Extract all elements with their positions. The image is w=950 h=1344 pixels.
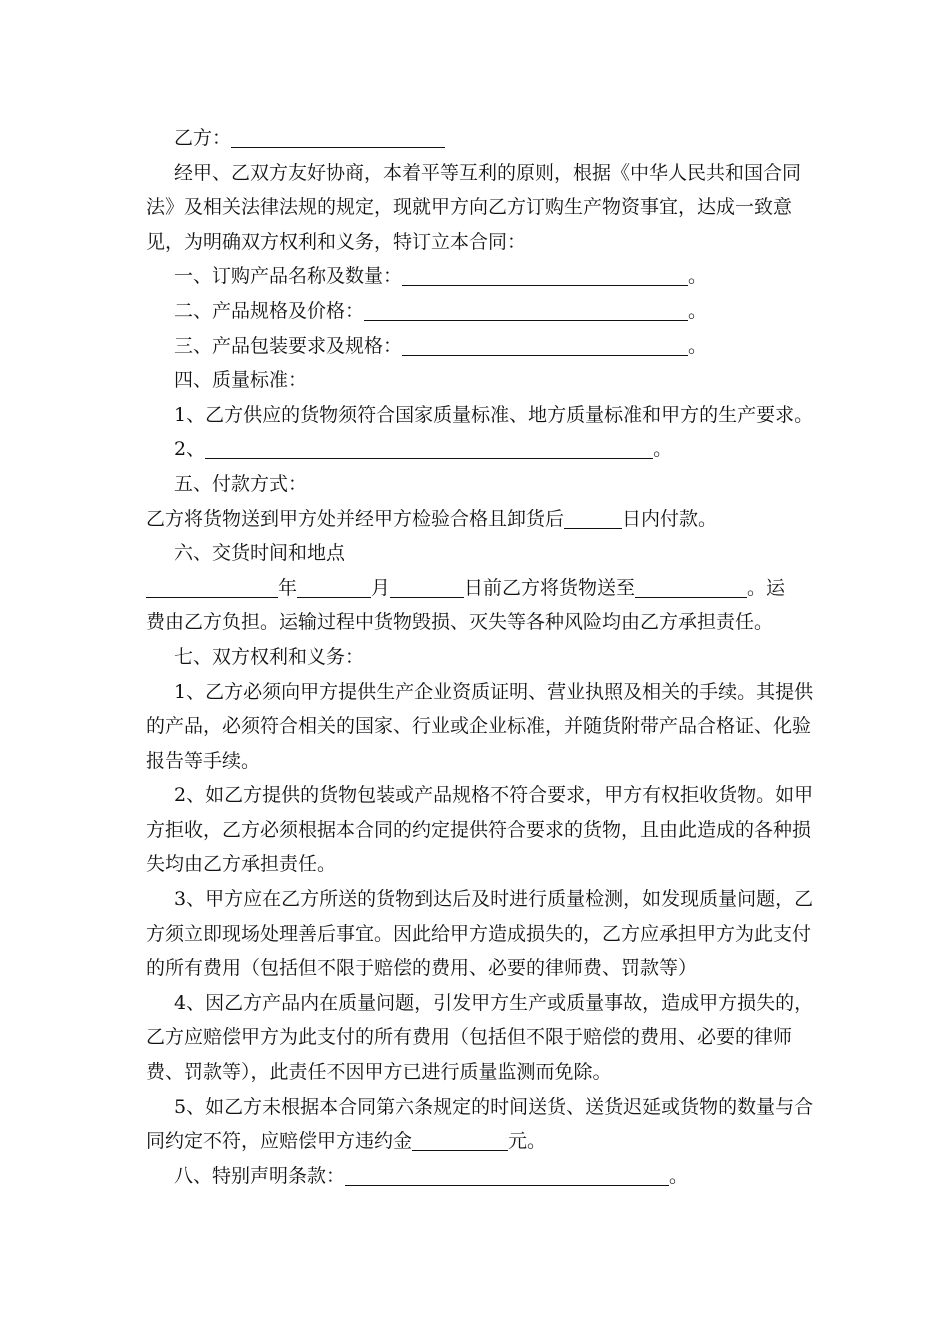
item6-day-blank[interactable] xyxy=(390,575,464,598)
item4-2-blank[interactable] xyxy=(205,436,653,459)
item1-blank[interactable] xyxy=(402,263,688,286)
item8-label: 八、特别声明条款： xyxy=(174,1164,346,1187)
item6-location-blank[interactable] xyxy=(635,575,747,598)
item8-blank[interactable] xyxy=(345,1163,669,1186)
item3-blank[interactable] xyxy=(402,333,688,356)
item5-days-blank[interactable] xyxy=(564,506,622,529)
item6-month-blank[interactable] xyxy=(297,575,371,598)
item7-1: 1、乙方必须向甲方提供生产企业资质证明、营业执照及相关的手续。其提供的产品，必须符合相关的国家、行业或企业标准，并随货附带产品合格证、化验报告等手续。 xyxy=(146,680,814,772)
item7-5-text-a: 5、如乙方未根据本合同第六条规定的时间送货、送货迟延或货物的数量与合同约定不符，应赔偿甲方违约金 xyxy=(146,1095,814,1153)
item5-text-b: 日内付款。 xyxy=(622,507,718,530)
party-b-blank[interactable] xyxy=(231,125,445,148)
item6-year-blank[interactable] xyxy=(146,575,278,598)
item6-date-line xyxy=(146,571,818,606)
item7-2: 2、如乙方提供的货物包装或产品规格不符合要求，甲方有权拒收货物。如甲方拒收，乙方必须根据本合同的约定提供符合要求的货物，且由此造成的各种损失均由乙方承担责任。 xyxy=(146,784,814,876)
intro-paragraph: 经甲、乙双方友好协商，本着平等互利的原则，根据《中华人民共和国合同法》及相关法律法规的规定，现就甲方向乙方订购生产物资事宜，达成一致意见，为明确双方权利和义务，特订立本合同： xyxy=(146,161,802,253)
item7-title: 七、双方权利和义务： xyxy=(174,645,365,668)
item2-period: 。 xyxy=(688,299,708,322)
item2-blank[interactable] xyxy=(364,298,688,321)
contract-body xyxy=(146,121,818,1193)
item1-line xyxy=(146,259,818,294)
item6-tail: 。运 xyxy=(747,576,786,599)
item5-text-a: 乙方将货物送到甲方处并经甲方检验合格且卸货后 xyxy=(146,507,565,530)
item3-period: 。 xyxy=(688,334,708,357)
item8-line xyxy=(146,1159,818,1194)
item3-label: 三、产品包装要求及规格： xyxy=(174,334,403,357)
item7-5-penalty-blank[interactable] xyxy=(412,1128,508,1151)
item7-4: 4、因乙方产品内在质量问题，引发甲方生产或质量事故，造成甲方损失的，乙方应赔偿甲方为此支付的所有费用（包括但不限于赔偿的费用、必要的律师费、罚款等），此责任不因甲方已进行质量监测而免除。 xyxy=(146,991,814,1084)
party-b-line xyxy=(146,121,818,156)
party-b-label: 乙方： xyxy=(174,127,232,149)
item6-month: 月 xyxy=(371,576,391,599)
item2-line xyxy=(146,294,818,329)
item6-line2: 费由乙方负担。运输过程中货物毁损、灭失等各种风险均由乙方承担责任。 xyxy=(146,611,774,634)
item6-year: 年 xyxy=(278,576,298,599)
item5-title: 五、付款方式： xyxy=(174,472,308,495)
item4-title: 四、质量标准： xyxy=(174,369,308,392)
item3-line xyxy=(146,329,818,364)
item4-2-line xyxy=(146,432,818,467)
item1-period: 。 xyxy=(688,265,708,288)
item6-title: 六、交货时间和地点 xyxy=(174,542,346,565)
item7-3: 3、甲方应在乙方所送的货物到达后及时进行质量检测，如发现质量问题，乙方须立即现场处理善后事宜。因此给甲方造成损失的，乙方应承担甲方为此支付的所有费用（包括但不限于赔偿的费用、必要的律师费、罚款等） xyxy=(146,888,814,980)
item2-label: 二、产品规格及价格： xyxy=(174,299,365,322)
item5-text-line xyxy=(146,502,818,537)
item4-1: 1、乙方供应的货物须符合国家质量标准、地方质量标准和甲方的生产要求。 xyxy=(174,403,814,426)
item7-5-text-b: 元。 xyxy=(508,1130,547,1153)
item7-5 xyxy=(146,1090,818,1159)
item8-period: 。 xyxy=(669,1164,689,1187)
item4-2-period: 。 xyxy=(653,438,673,461)
item4-2-label: 2、 xyxy=(174,438,206,461)
item6-day-text: 日前乙方将货物送至 xyxy=(464,576,636,599)
item1-label: 一、订购产品名称及数量： xyxy=(174,265,403,288)
